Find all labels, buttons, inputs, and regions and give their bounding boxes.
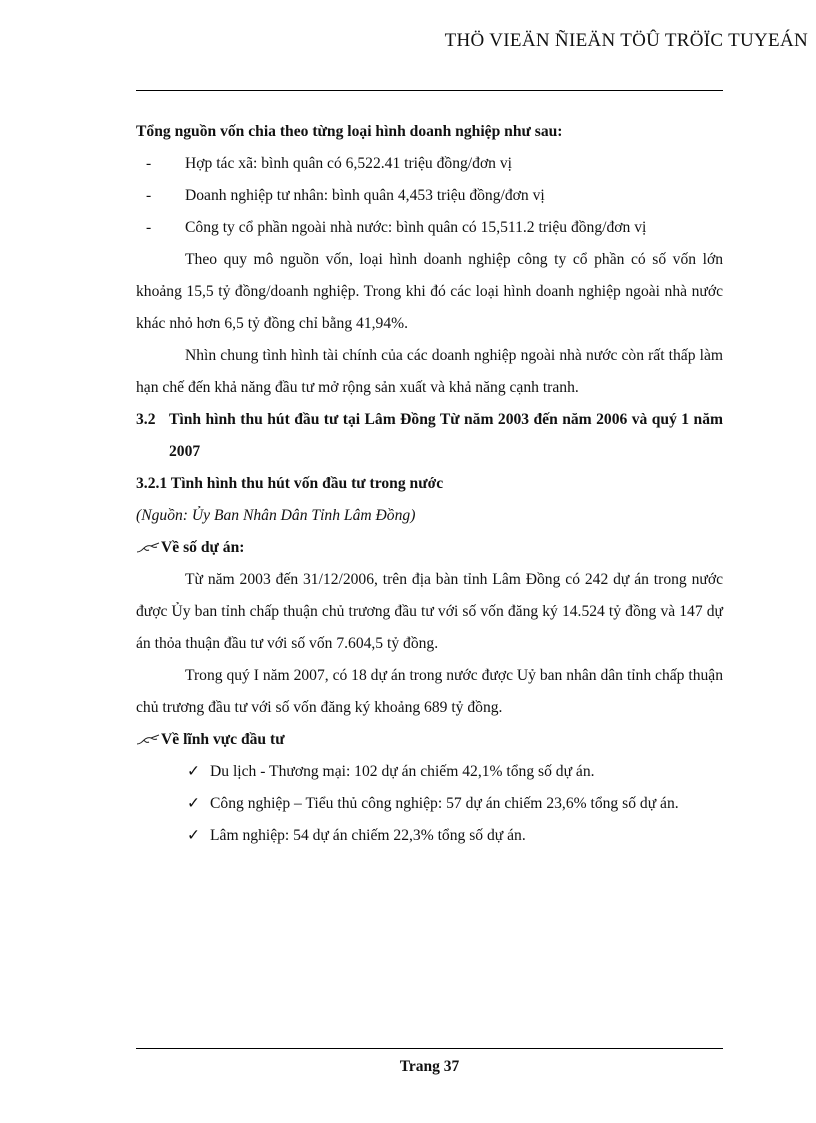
page-number: Trang 37 bbox=[399, 1058, 460, 1075]
section-title: Tình hình thu hút đầu tư tại Lâm Đồng Từ năm 2003 đến năm 2006 và quý 1 năm 2007 bbox=[169, 411, 723, 460]
fields-heading-text: Về lĩnh vực đầu tư bbox=[161, 731, 285, 748]
dash-bullet: - bbox=[146, 187, 152, 204]
capital-item-text: Hợp tác xã: bình quân có 6,522.41 triệu đồng/đơn vị bbox=[185, 155, 513, 172]
header-rule bbox=[136, 90, 723, 91]
page-body bbox=[136, 116, 723, 852]
page-header-title: THÖ VIEÄN ÑIEÄN TÖÛ TRÖÏC TUYEÁN bbox=[444, 30, 808, 51]
section-number: 3.2 bbox=[136, 411, 156, 428]
field-item bbox=[136, 788, 723, 820]
writing-hand-icon bbox=[136, 542, 160, 554]
paragraph-capital-scale: Theo quy mô nguồn vốn, loại hình doanh nghiệp công ty cổ phần có số vốn lớn khoảng 15,5 tỷ đồng/doanh nghiệp. Trong khi đó các loại hình doanh nghiệp ngoài nhà nước khác nhỏ hơn 6,5 tỷ đồng chỉ bằng 41,94%. bbox=[136, 251, 723, 332]
dash-bullet: - bbox=[146, 155, 152, 172]
capital-heading: Tổng nguồn vốn chia theo từng loại hình doanh nghiệp như sau: bbox=[136, 123, 563, 140]
capital-item bbox=[136, 180, 723, 212]
paragraph-projects-2003-2006: Từ năm 2003 đến 31/12/2006, trên địa bàn tỉnh Lâm Đồng có 242 dự án trong nước được Ủy ban tỉnh chấp thuận chủ trương đầu tư với số vốn đăng ký 14.524 tỷ đồng và 147 dự án thỏa thuận đầu tư với số vốn 7.604,5 tỷ đồng. bbox=[136, 571, 723, 652]
field-item bbox=[136, 756, 723, 788]
source-note: (Nguồn: Ủy Ban Nhân Dân Tỉnh Lâm Đồng) bbox=[136, 507, 416, 524]
field-item-text: Công nghiệp – Tiểu thủ công nghiệp: 57 dự án chiếm 23,6% tổng số dự án. bbox=[210, 795, 679, 812]
checkmark-icon: ✓ bbox=[187, 763, 201, 780]
projects-heading bbox=[136, 532, 723, 564]
subsection-heading: 3.2.1 Tình hình thu hút vốn đầu tư trong nước bbox=[136, 475, 444, 492]
paragraph-projects-q1-2007: Trong quý I năm 2007, có 18 dự án trong nước được Uỷ ban nhân dân tỉnh chấp thuận chủ trương đầu tư với số vốn đăng ký khoảng 689 tỷ đồng. bbox=[136, 667, 724, 716]
section-heading bbox=[136, 404, 723, 468]
capital-item bbox=[136, 148, 723, 180]
paragraph-financial-overview: Nhìn chung tình hình tài chính của các doanh nghiệp ngoài nhà nước còn rất thấp làm hạn chế đến khả năng đầu tư mở rộng sản xuất và khả năng cạnh tranh. bbox=[136, 347, 723, 396]
checkmark-icon: ✓ bbox=[187, 795, 201, 812]
field-item-text: Du lịch - Thương mại: 102 dự án chiếm 42,1% tổng số dự án. bbox=[210, 763, 595, 780]
dash-bullet: - bbox=[146, 219, 152, 236]
footer-rule bbox=[136, 1048, 723, 1049]
capital-item bbox=[136, 212, 723, 244]
field-item-text: Lâm nghiệp: 54 dự án chiếm 22,3% tổng số dự án. bbox=[210, 827, 526, 844]
writing-hand-icon bbox=[136, 734, 160, 746]
fields-heading bbox=[136, 724, 723, 756]
field-item bbox=[136, 820, 723, 852]
capital-item-text: Công ty cổ phần ngoài nhà nước: bình quân có 15,511.2 triệu đồng/đơn vị bbox=[185, 219, 647, 236]
capital-item-text: Doanh nghiệp tư nhân: bình quân 4,453 triệu đồng/đơn vị bbox=[185, 187, 545, 204]
projects-heading-text: Về số dự án: bbox=[161, 539, 245, 556]
checkmark-icon: ✓ bbox=[187, 827, 201, 844]
